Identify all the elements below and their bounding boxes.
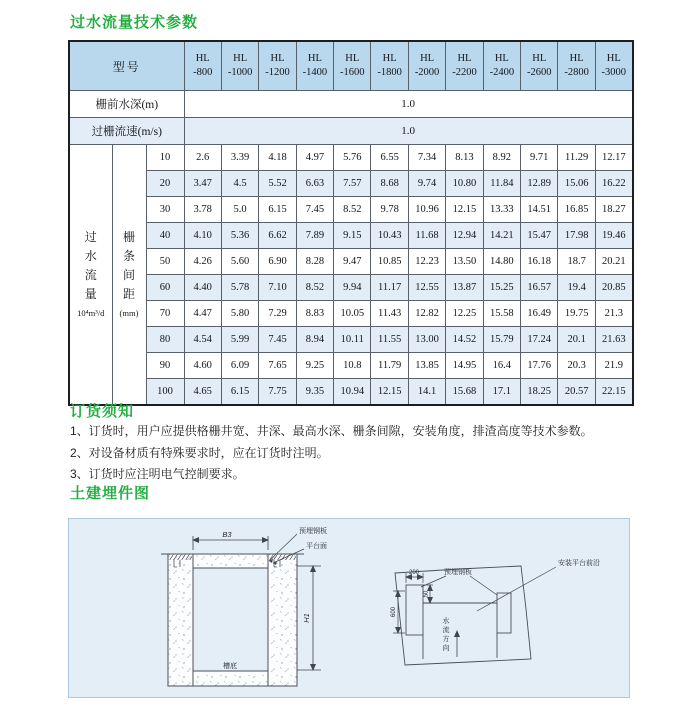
flow-value: 10.85 (371, 249, 408, 275)
flow-value: 12.89 (521, 171, 558, 197)
flow-value: 11.43 (371, 301, 408, 327)
flow-value: 6.09 (221, 353, 258, 379)
flow-value: 9.25 (296, 353, 333, 379)
flow-value: 5.0 (221, 197, 258, 223)
flow-value: 14.95 (446, 353, 483, 379)
flow-value: 15.25 (483, 275, 520, 301)
flow-value: 4.10 (184, 223, 221, 249)
flow-value: 22.15 (595, 379, 632, 406)
flow-value: 16.57 (521, 275, 558, 301)
param-label: 过栅流速(m/s) (69, 118, 184, 145)
civil-embedment-drawing (69, 519, 629, 697)
flow-value: 13.85 (408, 353, 445, 379)
param-value: 1.0 (184, 91, 633, 118)
flow-value: 8.83 (296, 301, 333, 327)
flow-value: 15.79 (483, 327, 520, 353)
flow-value: 20.57 (558, 379, 595, 406)
flow-value: 13.00 (408, 327, 445, 353)
flow-value: 11.68 (408, 223, 445, 249)
flow-value: 4.97 (296, 145, 333, 171)
flow-value: 14.1 (408, 379, 445, 406)
flow-value: 13.87 (446, 275, 483, 301)
param-value: 1.0 (184, 118, 633, 145)
leader-lines-plate-right-drawing (421, 576, 497, 598)
flow-value: 3.78 (184, 197, 221, 223)
civil-diagram-panel (68, 518, 630, 698)
dim-h1-label: H1 (302, 613, 311, 623)
flow-value: 11.55 (371, 327, 408, 353)
flow-value: 9.78 (371, 197, 408, 223)
flow-value: 14.51 (521, 197, 558, 223)
dim-b3-label: B3 (222, 530, 232, 539)
flow-value: 4.18 (259, 145, 296, 171)
flow-value: 19.46 (595, 223, 632, 249)
flow-value: 8.52 (334, 197, 371, 223)
flow-value: 16.22 (595, 171, 632, 197)
platform-edge-label: 安装平台前沿 (558, 560, 600, 567)
model-header-cell: HL -2000 (408, 41, 445, 91)
flow-value: 18.7 (558, 249, 595, 275)
param-label: 栅前水深(m) (69, 91, 184, 118)
flow-value: 10.11 (334, 327, 371, 353)
order-note-item: 1、订货时，用户应提供格栅井宽、井深、最高水深、栅条间隙，安装角度，排渣高度等技术参数。 (70, 424, 593, 438)
vertical-header: 过 水 流 量 10⁴m³/d (77, 230, 105, 319)
flow-value: 13.33 (483, 197, 520, 223)
section-title-civil-diagram: 土建埋件图 (70, 485, 151, 502)
model-header-cell: HL -2800 (558, 41, 595, 91)
flow-value: 7.57 (334, 171, 371, 197)
flow-value: 16.85 (558, 197, 595, 223)
spacing-value: 90 (146, 353, 184, 379)
flow-value: 17.98 (558, 223, 595, 249)
model-header-cell: HL -1600 (334, 41, 371, 91)
flow-value: 15.68 (446, 379, 483, 406)
spacing-value: 60 (146, 275, 184, 301)
model-header-cell: HL -1000 (221, 41, 258, 91)
flow-value: 8.92 (483, 145, 520, 171)
flow-value: 17.76 (521, 353, 558, 379)
flow-value: 8.68 (371, 171, 408, 197)
flow-value: 9.74 (408, 171, 445, 197)
flow-value: 4.65 (184, 379, 221, 406)
dim-600-label: 600 (391, 606, 397, 618)
flow-value: 10.05 (334, 301, 371, 327)
flow-value: 4.60 (184, 353, 221, 379)
flow-value: 20.21 (595, 249, 632, 275)
flow-value: 4.54 (184, 327, 221, 353)
channel-bottom-label: 槽底 (223, 663, 237, 670)
flow-value: 7.29 (259, 301, 296, 327)
flow-value: 7.45 (296, 197, 333, 223)
flow-value: 8.52 (296, 275, 333, 301)
flow-value: 5.99 (221, 327, 258, 353)
embedded-plate-label-left: 预埋钢板 (299, 528, 327, 535)
spacing-value: 80 (146, 327, 184, 353)
flow-value: 12.15 (446, 197, 483, 223)
flow-value: 12.15 (371, 379, 408, 406)
spacing-value: 70 (146, 301, 184, 327)
flow-parameters-table (68, 40, 634, 406)
flow-value: 6.63 (296, 171, 333, 197)
platform-surface-label: 平台面 (306, 543, 327, 550)
flow-value: 4.26 (184, 249, 221, 275)
model-header-cell: HL -2600 (521, 41, 558, 91)
flow-value: 13.50 (446, 249, 483, 275)
flow-value: 15.58 (483, 301, 520, 327)
flow-value: 9.47 (334, 249, 371, 275)
flow-value: 8.94 (296, 327, 333, 353)
flow-value: 9.15 (334, 223, 371, 249)
order-notes-list (70, 421, 630, 486)
flow-value: 3.47 (184, 171, 221, 197)
flow-value: 8.28 (296, 249, 333, 275)
model-header: 型号 (69, 41, 184, 91)
flow-value: 10.80 (446, 171, 483, 197)
flow-value: 5.52 (259, 171, 296, 197)
flow-value: 12.82 (408, 301, 445, 327)
flow-value: 11.17 (371, 275, 408, 301)
bar-spacing-header (112, 145, 146, 406)
flow-value: 6.90 (259, 249, 296, 275)
flow-value: 11.79 (371, 353, 408, 379)
flow-value: 19.4 (558, 275, 595, 301)
flow-value: 12.17 (595, 145, 632, 171)
flow-value: 4.5 (221, 171, 258, 197)
flow-rate-header (69, 145, 112, 406)
flow-value: 9.35 (296, 379, 333, 406)
model-header-cell: HL -2200 (446, 41, 483, 91)
spacing-value: 100 (146, 379, 184, 406)
flow-value: 20.3 (558, 353, 595, 379)
flow-value: 10.43 (371, 223, 408, 249)
model-header-cell: HL -1200 (259, 41, 296, 91)
flow-value: 17.24 (521, 327, 558, 353)
flow-value: 5.76 (334, 145, 371, 171)
flow-value: 7.65 (259, 353, 296, 379)
flow-value: 7.45 (259, 327, 296, 353)
flow-value: 19.75 (558, 301, 595, 327)
flow-value: 21.9 (595, 353, 632, 379)
plan-view-outline (395, 566, 531, 665)
flow-value: 4.40 (184, 275, 221, 301)
spacing-value: 30 (146, 197, 184, 223)
flow-value: 12.94 (446, 223, 483, 249)
flow-value: 16.49 (521, 301, 558, 327)
flow-value: 6.62 (259, 223, 296, 249)
dim-200-label: 200 (408, 570, 420, 576)
flow-value: 10.96 (408, 197, 445, 223)
flow-value: 17.1 (483, 379, 520, 406)
model-header-cell: HL -1400 (296, 41, 333, 91)
section-title-flow-parameters: 过水流量技术参数 (70, 14, 199, 31)
spacing-value: 50 (146, 249, 184, 275)
flow-value: 18.27 (595, 197, 632, 223)
flow-value: 6.55 (371, 145, 408, 171)
flow-value: 12.23 (408, 249, 445, 275)
flow-value: 21.63 (595, 327, 632, 353)
embedded-plate-label-right: 预埋钢板 (444, 569, 472, 576)
flow-value: 4.47 (184, 301, 221, 327)
flow-value: 5.36 (221, 223, 258, 249)
flow-value: 20.85 (595, 275, 632, 301)
flow-value: 5.78 (221, 275, 258, 301)
flow-value: 18.25 (521, 379, 558, 406)
model-header-cell: HL -3000 (595, 41, 632, 91)
flow-value: 16.4 (483, 353, 520, 379)
flow-value: 20.1 (558, 327, 595, 353)
flow-value: 2.6 (184, 145, 221, 171)
flow-value: 16.18 (521, 249, 558, 275)
flow-value: 6.15 (259, 197, 296, 223)
flow-value: 7.34 (408, 145, 445, 171)
flow-parameters-table-wrap (68, 40, 632, 406)
order-note-item: 3、订货时应注明电气控制要求。 (70, 467, 245, 481)
flow-value: 15.47 (521, 223, 558, 249)
flow-direction-label: 水流方向 (442, 618, 450, 652)
flow-value: 12.55 (408, 275, 445, 301)
flow-value: 5.60 (221, 249, 258, 275)
flow-value: 11.84 (483, 171, 520, 197)
model-header-cell: HL -2400 (483, 41, 520, 91)
flow-value: 7.75 (259, 379, 296, 406)
flow-value: 14.52 (446, 327, 483, 353)
vertical-header: 栅 条 间 距 (mm) (119, 230, 139, 319)
flow-value: 8.13 (446, 145, 483, 171)
spacing-value: 10 (146, 145, 184, 171)
flow-value: 7.10 (259, 275, 296, 301)
spacing-value: 40 (146, 223, 184, 249)
flow-value: 9.71 (521, 145, 558, 171)
order-note-item: 2、对设备材质有特殊要求时，应在订货时注明。 (70, 445, 329, 460)
flow-value: 14.21 (483, 223, 520, 249)
flow-value: 10.94 (334, 379, 371, 406)
section-title-order-notes: 订货须知 (70, 403, 135, 420)
flow-value: 7.89 (296, 223, 333, 249)
dim-50-label: 50 (423, 590, 430, 598)
flow-value: 14.80 (483, 249, 520, 275)
flow-value: 3.39 (221, 145, 258, 171)
flow-value: 12.25 (446, 301, 483, 327)
flow-value: 21.3 (595, 301, 632, 327)
spacing-value: 20 (146, 171, 184, 197)
flow-value: 11.29 (558, 145, 595, 171)
flow-value: 6.15 (221, 379, 258, 406)
flow-value: 10.8 (334, 353, 371, 379)
flow-value: 9.94 (334, 275, 371, 301)
flow-value: 15.06 (558, 171, 595, 197)
flow-value: 5.80 (221, 301, 258, 327)
model-header-cell: HL -1800 (371, 41, 408, 91)
model-header-cell: HL -800 (184, 41, 221, 91)
